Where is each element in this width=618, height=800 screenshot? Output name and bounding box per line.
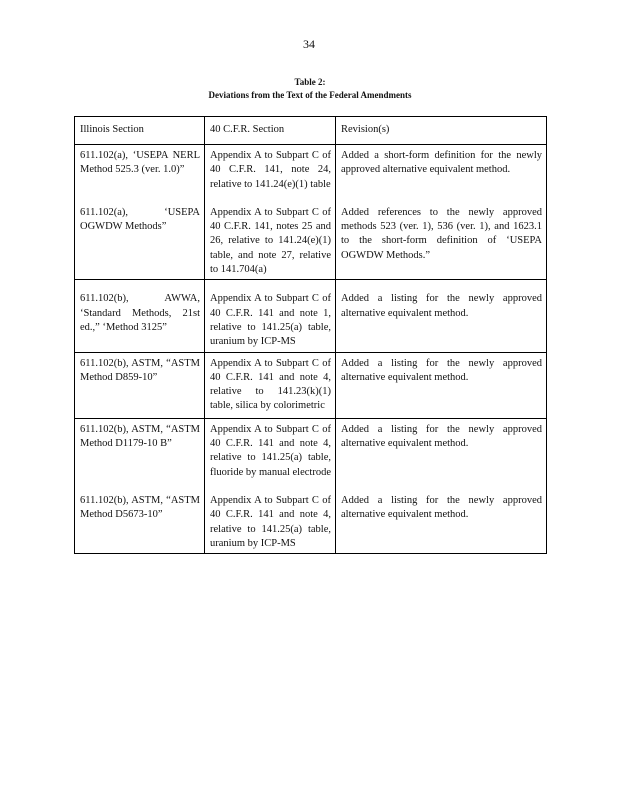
revision-cell: Added a listing for the newly approved alternative equivalent method.: [336, 280, 547, 352]
cfr-section-cell: Appendix A to Subpart C of 40 C.F.R. 141, notes 25 and 26, relative to 141.24(e)(1) table, and note 27, relative to 141.704(a): [205, 194, 336, 280]
header-illinois-section: Illinois Section: [75, 117, 205, 145]
table-row: [75, 352, 547, 418]
illinois-section-cell: 611.102(a), ‘USEPA OGWDW Methods”: [75, 194, 205, 280]
revision-cell: Added a listing for the newly approved alternative equivalent method.: [336, 418, 547, 482]
illinois-section-cell: 611.102(b), ASTM, “ASTM Method D1179-10 B”: [75, 418, 205, 482]
table-row-group-1: [75, 145, 547, 353]
table-caption-label: Table 2:: [294, 77, 326, 87]
table-caption-title: Deviations from the Text of the Federal Amendments: [208, 90, 412, 100]
table-row-group-3: [75, 418, 547, 553]
cfr-section-cell: Appendix A to Subpart C of 40 C.F.R. 141, note 24, relative to 141.24(e)(1) table: [205, 145, 336, 194]
table-row: [75, 280, 547, 352]
cfr-section-cell: Appendix A to Subpart C of 40 C.F.R. 141 and note 1, relative to 141.25(a) table, uranium by ICP-MS: [205, 280, 336, 352]
cfr-section-cell: Appendix A to Subpart C of 40 C.F.R. 141 and note 4, relative to 141.23(k)(1) table, silica by colorimetric: [205, 352, 336, 418]
table-row: [75, 194, 547, 280]
table-row: [75, 145, 547, 194]
table-row-group-2: [75, 352, 547, 418]
cfr-section-cell: Appendix A to Subpart C of 40 C.F.R. 141 and note 4, relative to 141.25(a) table, fluoride by manual electrode: [205, 418, 336, 482]
illinois-section-cell: 611.102(b), ASTM, “ASTM Method D5673-10”: [75, 482, 205, 554]
page-number: 34: [303, 37, 315, 51]
illinois-section-cell: 611.102(b), AWWA, ‘Standard Methods, 21st ed.,” ‘Method 3125”: [75, 280, 205, 352]
revision-cell: Added a short-form definition for the newly approved alternative equivalent method.: [336, 145, 547, 194]
deviations-table: [74, 116, 547, 554]
table-row: [75, 418, 547, 482]
illinois-section-cell: 611.102(a), ‘USEPA NERL Method 525.3 (ver. 1.0)”: [75, 145, 205, 194]
table-header-row: [75, 117, 547, 145]
header-cfr-section: 40 C.F.R. Section: [205, 117, 336, 145]
table-caption: [74, 76, 546, 102]
table-row: [75, 482, 547, 554]
revision-cell: Added a listing for the newly approved alternative equivalent method.: [336, 482, 547, 554]
revision-cell: Added references to the newly approved methods 523 (ver. 1), 536 (ver. 1), and 1623.1 to the short-form definition of ‘USEPA OGWDW Methods.”: [336, 194, 547, 280]
illinois-section-cell: 611.102(b), ASTM, “ASTM Method D859-10”: [75, 352, 205, 418]
cfr-section-cell: Appendix A to Subpart C of 40 C.F.R. 141 and note 4, relative to 141.25(a) table, uranium by ICP-MS: [205, 482, 336, 554]
revision-cell: Added a listing for the newly approved alternative equivalent method.: [336, 352, 547, 418]
header-revisions: Revision(s): [336, 117, 547, 145]
